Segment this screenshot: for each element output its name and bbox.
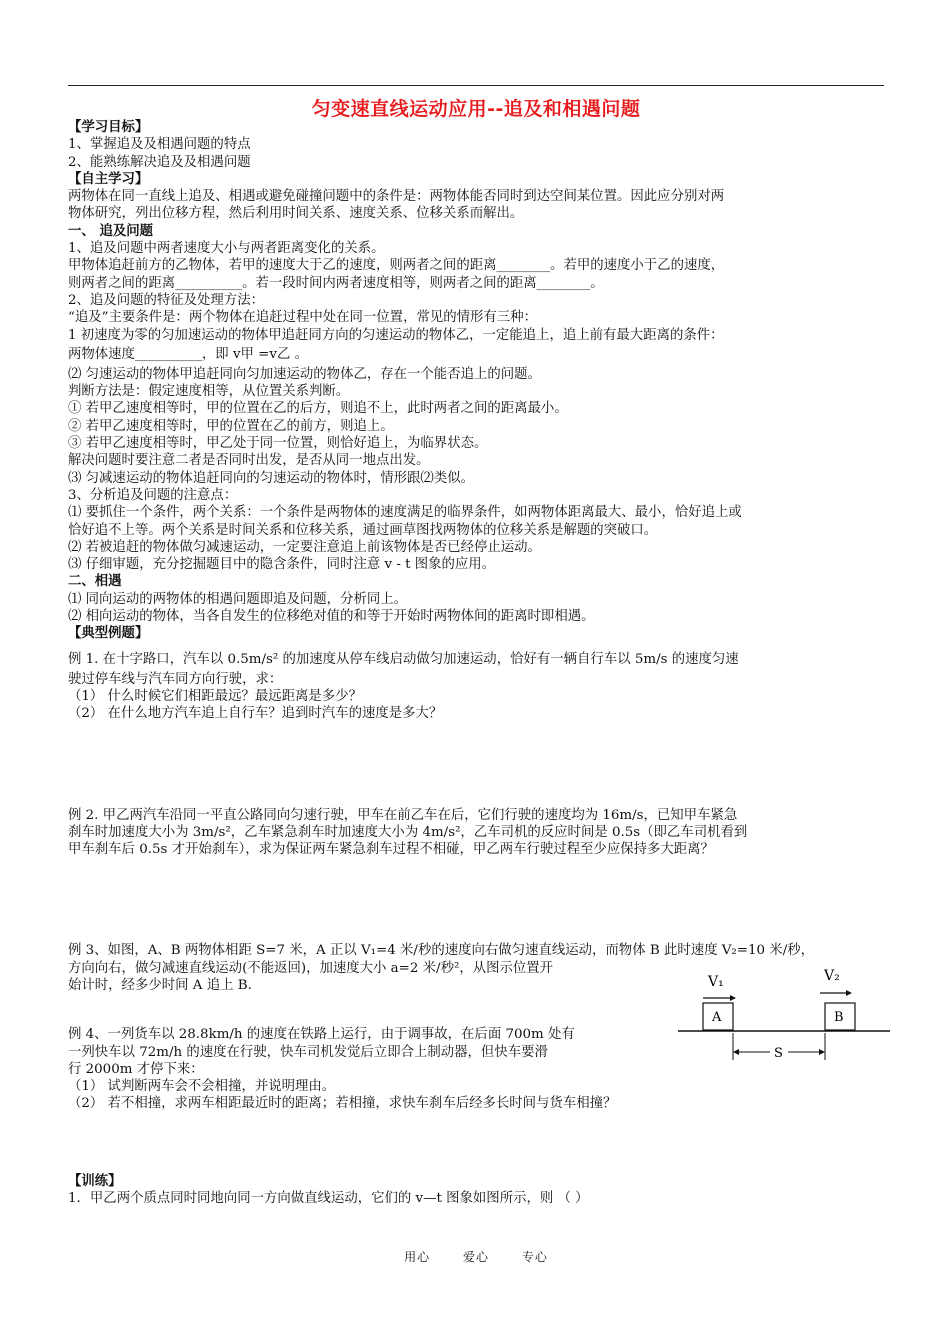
section-heading: 一、 追及问题: [68, 222, 154, 239]
example-2-line: 甲车刹车后 0.5s 才开始刹车），求为保证两车紧急刹车过程不相碰，甲乙两车行驶过程至少应保持多大距离？: [68, 842, 714, 858]
text-line: ⑴ 同向运动的两物体的相遇问题即追及问题，分析同上。: [68, 591, 408, 607]
example-1-line: （1） 什么时候它们相距最远？最远距离是多少？: [68, 688, 362, 704]
training-question: 1．甲乙两个质点同时同地向同一方向做直线运动，它们的 v—t 图象如图所示，则 （ ）: [68, 1191, 589, 1207]
text-line: ③ 若甲乙速度相等时，甲乙处于同一位置，则恰好追上，为临界状态。: [68, 436, 488, 452]
text-line: 2、追及问题的特征及处理方法：: [68, 292, 264, 308]
footer-text: 用心: [404, 1250, 431, 1264]
v2-label: V₂: [824, 968, 840, 984]
example-1-line: （2） 在什么地方汽车追上自行车？追到时汽车的速度是多大？: [68, 706, 443, 722]
text-line: 1、掌握追及及相遇问题的特点: [68, 137, 251, 153]
text-line: “追及”主要条件是：两个物体在追赶过程中处在同一位置，常见的情形有三种：: [68, 310, 537, 326]
block-b-label: B: [834, 1010, 844, 1025]
example-4-line: （1） 试判断两车会不会相撞，并说明理由。: [68, 1079, 336, 1095]
footer-text: 专心: [521, 1250, 548, 1264]
example-3-line: 始计时，经多少时间 A 追上 B.: [68, 977, 252, 993]
example-4-line: 例 4、一列货车以 28.8km/h 的速度在铁路上运行，由于调事故，在后面 700m 处有: [68, 1027, 575, 1043]
text-line: 物体研究，列出位移方程，然后利用时间关系、速度关系、位移关系而解出。: [68, 206, 524, 222]
example-4-line: 行 2000m 才停下来：: [68, 1061, 204, 1077]
motion-diagram: [678, 960, 890, 1076]
example-2-line: 刹车时加速度大小为 3m/s²，乙车紧急刹车时加速度大小为 4m/s²，乙车司机的反应时间是 0.5s（即乙车司机看到: [68, 824, 748, 840]
example-3-line: 例 3、如图，A、B 两物体相距 S=7 米，A 正以 V₁=4 米/秒的速度向右做匀速直线运动，而物体 B 此时速度 V₂=10 米/秒，: [68, 943, 814, 959]
text-line: 1 初速度为零的匀加速运动的物体甲追赶同方向的匀速运动的物体乙，一定能追上，追上前有最大距离的条件：: [68, 327, 724, 343]
v2-arrow-head: [846, 990, 852, 996]
text-line: ⑵ 相向运动的物体，当各自发生的位移绝对值的和等于开始时两物体间的距离时即相遇。: [68, 609, 595, 625]
example-1-line: 例 1. 在十字路口，汽车以 0.5m/s² 的加速度从停车线启动做匀加速运动，恰好有一辆自行车以 5m/s 的速度匀速: [68, 651, 739, 667]
block-a-label: A: [712, 1010, 722, 1025]
document-page: [68, 0, 884, 1344]
section-heading: 【自主学习】: [68, 170, 149, 187]
text-line: ⑶ 匀减速运动的物体追赶同向的匀速运动的物体时，情形跟⑵类似。: [68, 470, 474, 486]
section-heading: 【典型例题】: [68, 625, 149, 642]
text-line: ⑵ 若被追赶的物体做匀减速运动，一定要注意追上前该物体是否已经停止运动。: [68, 539, 541, 555]
page-title: 匀变速直线运动应用--追及和相遇问题: [311, 98, 641, 120]
text-line: ① 若甲乙速度相等时，甲的位置在乙的后方，则追不上，此时两者之间的距离最小。: [68, 401, 568, 417]
section-heading: 【学习目标】: [68, 119, 149, 135]
section-heading: 【训练】: [68, 1172, 122, 1189]
text-line: 则两者之间的距离__________。若一段时间内两者速度相等，则两者之间的距离________。: [68, 275, 604, 291]
text-line: 甲物体追赶前方的乙物体，若甲的速度大于乙的速度，则两者之间的距离________。若甲的速度小于乙的速度，: [68, 258, 725, 274]
section-heading: 二、相遇: [68, 573, 122, 590]
text-line: 解决问题时要注意二者是否同时出发，是否从同一地点出发。: [68, 453, 430, 469]
footer-text: 爱心: [462, 1250, 489, 1264]
text-line: 恰好追不上等。两个关系是时间关系和位移关系，通过画草图找两物体的位移关系是解题的突破口。: [68, 522, 658, 538]
s-label: S: [774, 1046, 783, 1061]
example-4-line: （2） 若不相撞，求两车相距最近时的距离；若相撞，求快车刹车后经多长时间与货车相撞？: [68, 1096, 617, 1112]
s-arrow-left: [733, 1049, 739, 1055]
text-line: ⑶ 仔细审题，充分挖掘题目中的隐含条件，同时注意 v - t 图象的应用。: [68, 557, 496, 573]
example-4-line: 一列快车以 72m/h 的速度在行驶，快车司机发觉后立即合上制动器，但快车要滑: [68, 1044, 548, 1060]
example-3-line: 方向向右，做匀减速直线运动(不能返回)，加速度大小 a=2 米/秒²，从图示位置开: [68, 960, 554, 976]
page-footer: [68, 1248, 884, 1265]
text-line: 1、追及问题中两者速度大小与两者距离变化的关系。: [68, 241, 385, 257]
header-rule: [68, 85, 884, 86]
v1-arrow-head: [730, 995, 736, 1001]
text-line: 两物体速度__________，即 v甲 =v乙 。: [68, 346, 308, 362]
text-line: 判断方法是：假定速度相等，从位置关系判断。: [68, 384, 350, 400]
text-line: ② 若甲乙速度相等时，甲的位置在乙的前方，则追上。: [68, 418, 394, 434]
s-arrow-right: [819, 1049, 825, 1055]
example-1-line: 驶过停车线与汽车同方向行驶，求：: [68, 671, 283, 687]
text-line: 2、能熟练解决追及及相遇问题: [68, 154, 251, 170]
text-line: 两物体在同一直线上追及、相遇或避免碰撞问题中的条件是：两物体能否同时到达空间某位置。因此应分别对两: [68, 189, 725, 205]
text-line: ⑵ 匀速运动的物体甲追赶同向匀加速运动的物体乙，存在一个能否追上的问题。: [68, 366, 541, 382]
example-2-line: 例 2. 甲乙两汽车沿同一平直公路同向匀速行驶，甲车在前乙车在后，它们行驶的速度均为 16m/s，已知甲车紧急: [68, 807, 738, 823]
v1-label: V₁: [708, 974, 724, 990]
text-line: ⑴ 要抓住一个条件，两个关系：一个条件是两物体的速度满足的临界条件，如两物体距离最大、最小，恰好追上或: [68, 505, 742, 521]
text-line: 3、分析追及问题的注意点：: [68, 487, 238, 503]
